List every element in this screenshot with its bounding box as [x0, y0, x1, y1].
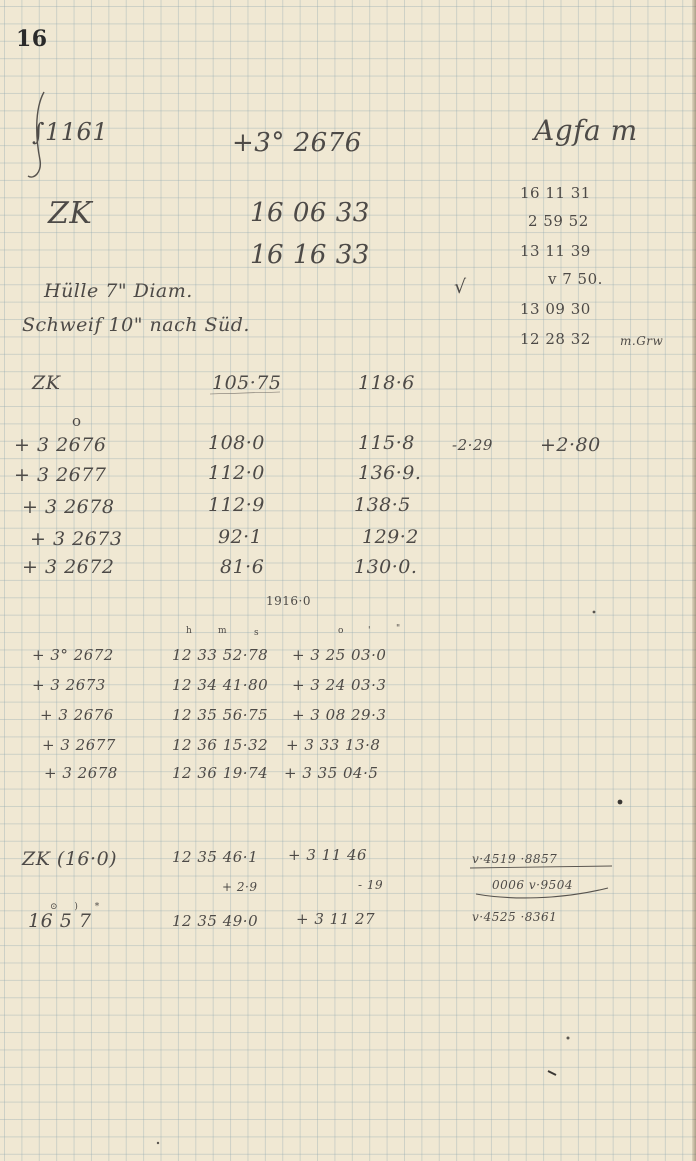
- position-star: + 3 2676: [40, 706, 114, 724]
- final-ra: 12 35 49·0: [172, 912, 259, 930]
- zk-time-1: 16 06 33: [250, 198, 370, 228]
- measure-star: + 3 2676: [14, 434, 107, 456]
- correction-dec: - 19: [358, 878, 384, 892]
- position-ra: 12 36 19·74: [172, 764, 269, 782]
- log-rule: [470, 866, 612, 868]
- clock-entry: 2 59 52: [528, 212, 589, 230]
- clock-entry: 13 11 39: [520, 242, 591, 260]
- page-number: 16: [16, 26, 48, 52]
- position-dec: + 3 35 04·5: [284, 764, 379, 782]
- unit-arcmin: ': [368, 626, 371, 636]
- unit-minutes: m: [218, 626, 228, 636]
- ink-speck: [593, 611, 596, 614]
- epoch-label: 1916·0: [266, 594, 311, 608]
- correction-ra: + 2·9: [222, 880, 258, 894]
- observation-date: 16 5 7: [28, 910, 92, 932]
- position-dec: + 3 08 29·3: [292, 706, 387, 724]
- clock-entry: v 7 50.: [548, 270, 603, 288]
- measure-diff: -2·29: [452, 436, 493, 454]
- position-star: + 3 2677: [42, 736, 116, 754]
- zone-number: +3° 2676: [232, 128, 362, 158]
- clock-entry: 12 28 32: [520, 330, 591, 348]
- object-mark: ∫1161: [32, 118, 109, 146]
- unit-arcsec: ": [396, 624, 401, 634]
- measure-b: 129·2: [362, 526, 419, 548]
- ink-speck: [567, 1037, 570, 1040]
- log-value: v·4519 ·8857: [472, 852, 558, 866]
- position-dec: + 3 33 13·8: [286, 736, 381, 754]
- measure-star: + 3 2673: [30, 528, 123, 550]
- degree-mark: o: [72, 412, 82, 430]
- position-ra: 12 35 56·75: [172, 706, 269, 724]
- clock-entry: 16 11 31: [520, 184, 591, 202]
- integral-stroke: [28, 92, 44, 177]
- observer-note: Agfa m: [534, 114, 638, 147]
- measure-b: 118·6: [358, 372, 415, 394]
- zk-label: ZK: [48, 196, 93, 231]
- measure-a: 108·0: [208, 432, 265, 454]
- clock-entry: 13 09 30: [520, 300, 591, 318]
- measure-b: 138·5: [354, 494, 411, 516]
- measure-star: + 3 2678: [22, 496, 115, 518]
- measure-star: ZK: [32, 372, 61, 394]
- measure-b: 130·0.: [354, 556, 418, 578]
- result-dec: + 3 11 46: [288, 846, 368, 864]
- result-label: ZK (16·0): [22, 848, 118, 870]
- measure-b: 136·9.: [358, 462, 422, 484]
- position-dec: + 3 24 03·3: [292, 676, 387, 694]
- note-tail: Schweif 10" nach Süd.: [22, 314, 250, 336]
- measure-a: 112·0: [208, 462, 265, 484]
- zk-time-2: 16 16 33: [250, 240, 370, 270]
- position-star: + 3 2678: [44, 764, 118, 782]
- position-ra: 12 36 15·32: [172, 736, 269, 754]
- position-star: + 3° 2672: [32, 646, 114, 664]
- tick-mark: √: [454, 276, 467, 298]
- position-ra: 12 33 52·78: [172, 646, 269, 664]
- note-coma: Hülle 7" Diam.: [44, 280, 193, 302]
- position-dec: + 3 25 03·0: [292, 646, 387, 664]
- unit-degrees: o: [338, 626, 344, 636]
- ink-speck: [618, 800, 623, 805]
- result-ra: 12 35 46·1: [172, 848, 259, 866]
- log-value: 0006 v·9504: [492, 878, 573, 892]
- log-value: v·4525 ·8361: [472, 910, 558, 924]
- measure-star: + 3 2672: [22, 556, 115, 578]
- date-symbols: ⊙ ) *: [50, 902, 107, 912]
- ink-speck: [157, 1142, 159, 1144]
- sum-underline: [476, 888, 608, 898]
- measure-a: 81·6: [220, 556, 265, 578]
- clock-note: m.Grw: [620, 334, 664, 348]
- final-dec: + 3 11 27: [296, 910, 376, 928]
- measure-a: 92·1: [218, 526, 263, 548]
- position-star: + 3 2673: [32, 676, 106, 694]
- measure-star: + 3 2677: [14, 464, 107, 486]
- measure-a: 112·9: [208, 494, 265, 516]
- ink-speck: [548, 1071, 556, 1075]
- unit-seconds: s: [254, 628, 260, 638]
- faint-rule: [210, 392, 280, 394]
- measure-b: 115·8: [358, 432, 415, 454]
- measure-a: 105·75: [212, 372, 282, 394]
- unit-hours: h: [186, 626, 193, 636]
- position-ra: 12 34 41·80: [172, 676, 269, 694]
- measure-diff: +2·80: [540, 434, 601, 456]
